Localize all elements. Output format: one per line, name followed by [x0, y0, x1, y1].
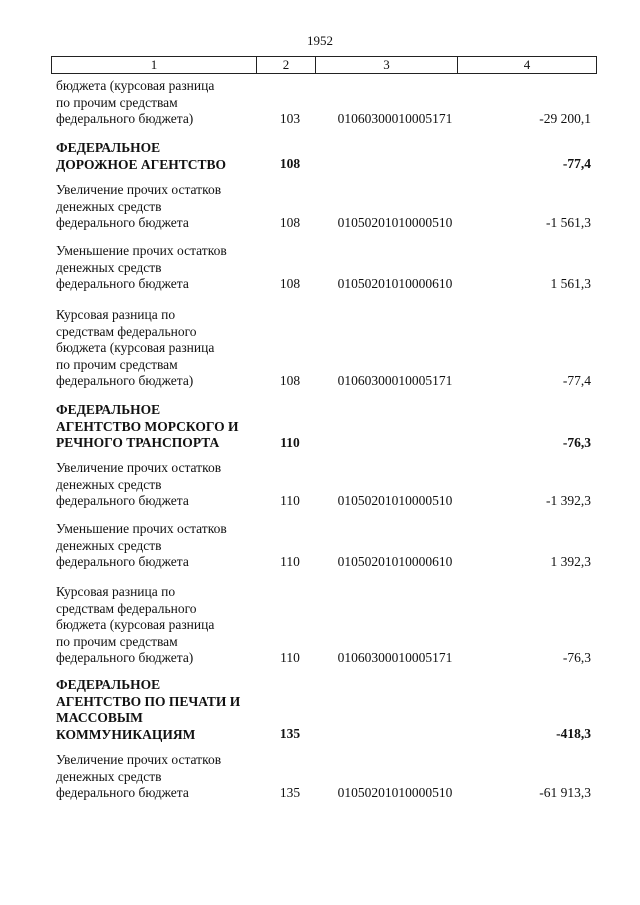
row-name: Увеличение прочих остатков денежных средств федерального бюджета: [56, 752, 222, 800]
row-amount: -1 392,3: [546, 493, 591, 508]
row-name: ФЕДЕРАЛЬНОЕ ДОРОЖНОЕ АГЕНТСТВО: [56, 140, 226, 172]
row-name: Курсовая разница по средствам федерального бюджета (курсовая разница по прочим средствам федерального бюджета): [56, 584, 215, 665]
row-code: 103: [279, 111, 301, 126]
row-kbk: 01050201010000510: [337, 785, 453, 800]
row-code: 110: [280, 650, 300, 665]
row-code: 108: [279, 215, 301, 230]
row-code: 110: [280, 435, 300, 450]
column-header-4: 4: [523, 57, 531, 72]
column-header-1: 1: [52, 57, 257, 73]
row-name: бюджета (курсовая разница по прочим средствам федерального бюджета): [56, 78, 215, 126]
row-code: 135: [279, 785, 301, 800]
row-amount: -77,4: [562, 156, 591, 171]
row-amount: -76,3: [562, 435, 591, 450]
page-number: 1952: [307, 33, 333, 48]
row-kbk: 01050201010000510: [337, 215, 453, 230]
row-name: ФЕДЕРАЛЬНОЕ АГЕНТСТВО ПО ПЕЧАТИ И МАССОВЫМ КОММУНИКАЦИЯМ: [56, 677, 241, 742]
column-header-2: 2: [257, 57, 316, 73]
row-amount: -61 913,3: [539, 785, 591, 800]
row-amount: 1 561,3: [550, 276, 591, 291]
row-amount: -1 561,3: [546, 215, 591, 230]
row-name: Курсовая разница по средствам федерального бюджета (курсовая разница по прочим средствам федерального бюджета): [56, 307, 215, 388]
row-kbk: 01050201010000510: [337, 493, 453, 508]
row-code: 110: [280, 493, 300, 508]
row-amount: 1 392,3: [550, 554, 591, 569]
row-code: 135: [279, 726, 301, 741]
table-header: [51, 56, 597, 74]
row-kbk: 01060300010005171: [337, 111, 453, 126]
row-kbk: 01060300010005171: [337, 373, 453, 388]
row-code: 108: [279, 276, 301, 291]
row-name: Увеличение прочих остатков денежных средств федерального бюджета: [56, 182, 222, 230]
row-amount: -418,3: [556, 726, 591, 741]
row-name: Уменьшение прочих остатков денежных средств федерального бюджета: [56, 243, 227, 291]
row-code: 108: [279, 373, 301, 388]
row-name: ФЕДЕРАЛЬНОЕ АГЕНТСТВО МОРСКОГО И РЕЧНОГО ТРАНСПОРТА: [56, 402, 239, 450]
row-name: Уменьшение прочих остатков денежных средств федерального бюджета: [56, 521, 227, 569]
row-kbk: 01050201010000610: [337, 554, 453, 569]
row-code: 110: [280, 554, 300, 569]
row-code: 108: [279, 156, 301, 171]
row-kbk: 01050201010000610: [337, 276, 453, 291]
row-name: Увеличение прочих остатков денежных средств федерального бюджета: [56, 460, 222, 508]
row-amount: -29 200,1: [539, 111, 591, 126]
row-amount: -77,4: [562, 373, 591, 388]
column-header-3: 3: [316, 57, 458, 73]
row-kbk: 01060300010005171: [337, 650, 453, 665]
row-amount: -76,3: [562, 650, 591, 665]
